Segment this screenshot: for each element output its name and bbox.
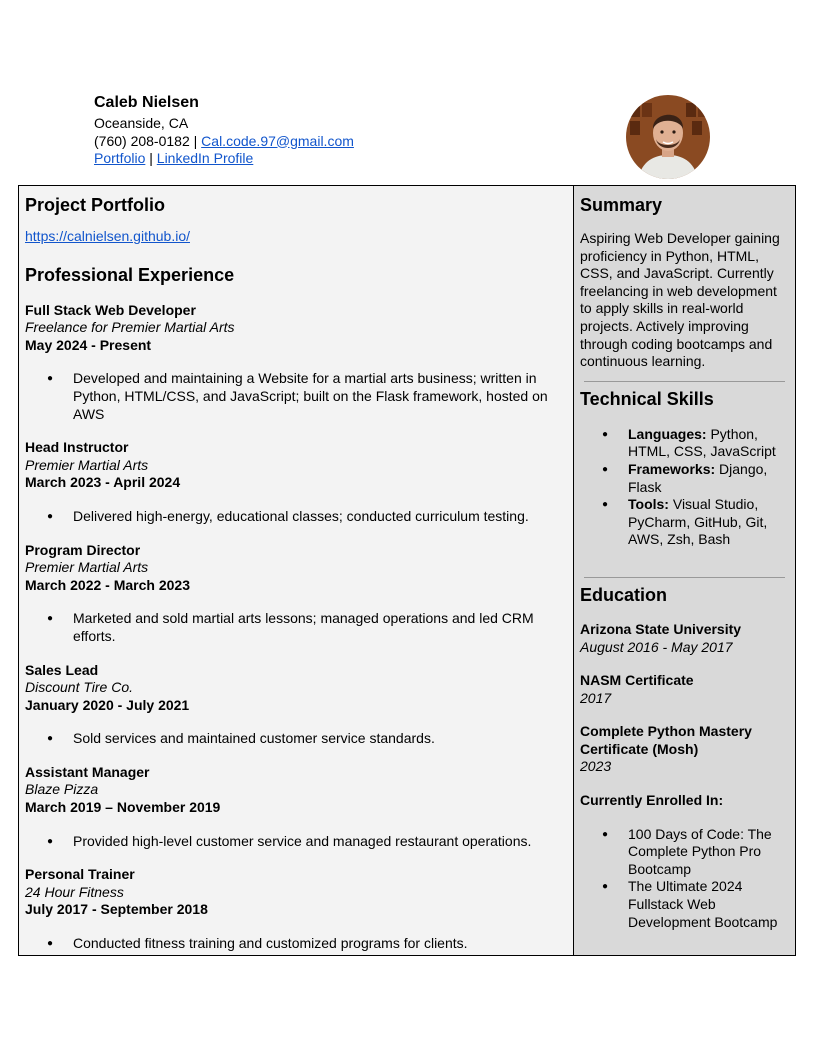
- job-entry: [25, 764, 567, 850]
- job-title: Program Director: [25, 541, 141, 558]
- skills-list: [580, 426, 789, 549]
- job-company: Premier Martial Arts: [25, 559, 149, 576]
- enrolled-item: ● 100 Days of Code: The Complete Python Pro Bootcamp: [580, 826, 789, 879]
- resume-header: [94, 93, 354, 168]
- education-entry: [580, 723, 789, 776]
- job-dates: March 2023 - April 2024: [25, 474, 181, 491]
- job-dates: May 2024 - Present: [25, 336, 152, 353]
- job-bullet: ● Delivered high-energy, educational classes; conducted curriculum testing.: [25, 508, 567, 526]
- portfolio-link[interactable]: Portfolio: [94, 150, 146, 166]
- job-bullet: ● Sold services and maintained customer service standards.: [25, 730, 567, 748]
- links-line: [94, 150, 354, 168]
- candidate-name: Caleb Nielsen: [94, 94, 199, 111]
- job-title: Personal Trainer: [25, 866, 135, 883]
- education-date: 2023: [580, 758, 612, 775]
- education-entry: [580, 621, 789, 656]
- education-entry: [580, 672, 789, 707]
- skill-value: Django, Flask: [628, 460, 768, 495]
- portfolio-url-line: [25, 228, 567, 246]
- job-company: Premier Martial Arts: [25, 456, 149, 473]
- job-entry: [25, 302, 567, 424]
- contact-line: [94, 133, 354, 151]
- separator: |: [193, 132, 198, 149]
- job-title: Sales Lead: [25, 661, 99, 678]
- enrolled-heading: Currently Enrolled In:: [580, 792, 724, 809]
- skill-label: Frameworks:: [628, 460, 716, 477]
- education-name: Complete Python Mastery Certificate (Mosh): [580, 723, 752, 757]
- separator: |: [149, 150, 153, 166]
- job-bullet: ● Provided high-level customer service and managed restaurant operations.: [25, 833, 567, 851]
- skill-item: [580, 426, 789, 461]
- job-bullet: ● Conducted fitness training and customized programs for clients.: [25, 935, 567, 953]
- experience-heading: Professional Experience: [25, 264, 235, 285]
- job-title: Full Stack Web Developer: [25, 301, 196, 318]
- job-bullets: [25, 610, 567, 645]
- job-title: Head Instructor: [25, 439, 129, 456]
- job-bullets: [25, 730, 567, 748]
- job-company: 24 Hour Fitness: [25, 883, 124, 900]
- profile-portrait-icon: [626, 95, 710, 179]
- education-date: August 2016 - May 2017: [580, 638, 733, 655]
- job-bullets: [25, 370, 567, 423]
- job-bullet: ● Marketed and sold martial arts lessons; managed operations and led CRM efforts.: [25, 610, 567, 645]
- job-entry: [25, 866, 567, 952]
- education-date: 2017: [580, 689, 612, 706]
- skill-value: Python, HTML, CSS, JavaScript: [628, 425, 776, 460]
- skill-item: [580, 496, 789, 549]
- linkedin-link[interactable]: LinkedIn Profile: [156, 150, 254, 166]
- job-bullets: [25, 833, 567, 851]
- job-bullets: [25, 935, 567, 953]
- education-heading: Education: [580, 584, 668, 605]
- job-title: Assistant Manager: [25, 763, 150, 780]
- location: Oceanside, CA: [94, 115, 189, 131]
- job-dates: March 2019 – November 2019: [25, 799, 221, 816]
- enrolled-item: ● The Ultimate 2024 Fullstack Web Development Bootcamp: [580, 878, 789, 931]
- resume-table: [18, 185, 796, 956]
- left-column: [19, 186, 574, 955]
- job-dates: July 2017 - September 2018: [25, 901, 208, 918]
- phone-number: (760) 208-0182: [94, 132, 190, 149]
- portfolio-heading: Project Portfolio: [25, 195, 166, 215]
- summary-heading: Summary: [580, 195, 663, 215]
- job-entry: [25, 662, 567, 748]
- summary-text: Aspiring Web Developer gaining proficiency in Python, HTML, CSS, and JavaScript. Currently freelancing in web development to apply skills in real-world projects. Actively improving through coding bootcamps and continuous learning.: [580, 230, 780, 370]
- job-company: Blaze Pizza: [25, 781, 99, 798]
- job-company: Freelance for Premier Martial Arts: [25, 319, 235, 336]
- skill-label: Languages:: [628, 425, 707, 442]
- skill-label: Tools:: [628, 496, 669, 513]
- skill-item: [580, 461, 789, 496]
- divider: [584, 577, 785, 578]
- skills-heading: Technical Skills: [580, 388, 714, 409]
- portfolio-url-link[interactable]: https://calnielsen.github.io/: [25, 228, 190, 244]
- job-dates: March 2022 - March 2023: [25, 576, 190, 593]
- job-company: Discount Tire Co.: [25, 679, 134, 696]
- enrolled-list: [580, 826, 789, 932]
- right-column: [574, 186, 795, 955]
- education-name: NASM Certificate: [580, 672, 694, 689]
- profile-photo: [626, 95, 710, 179]
- email-link[interactable]: Cal.code.97@gmail.com: [201, 132, 354, 149]
- job-entry: [25, 439, 567, 525]
- job-entry: [25, 542, 567, 646]
- education-name: Arizona State University: [580, 620, 742, 637]
- job-dates: January 2020 - July 2021: [25, 696, 190, 713]
- job-bullet: ● Developed and maintaining a Website for a martial arts business; written in Python, HTML/CSS, and JavaScript; built on the Flask framework, hosted on AWS: [25, 370, 567, 423]
- job-bullets: [25, 508, 567, 526]
- divider: [584, 381, 785, 382]
- skill-value: Visual Studio, PyCharm, GitHub, Git, AWS, Zsh, Bash: [628, 496, 768, 548]
